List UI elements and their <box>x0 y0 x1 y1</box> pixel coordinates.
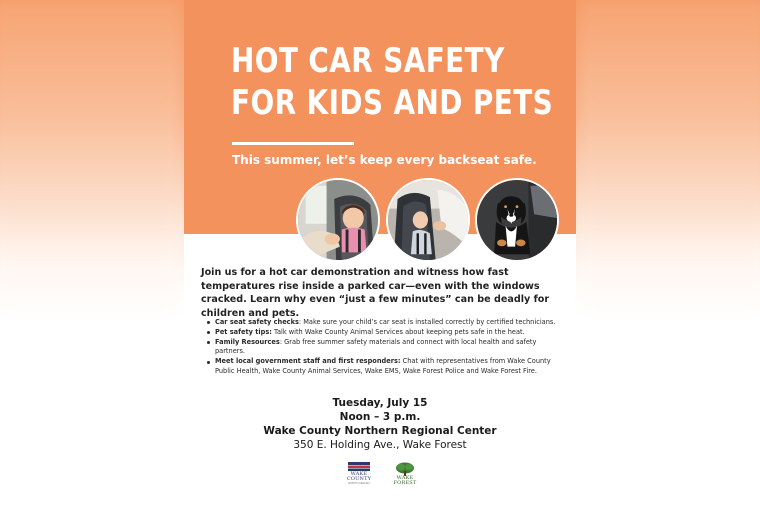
child-car-seat-photo-image <box>298 180 378 260</box>
event-venue: Wake County Northern Regional Center <box>263 425 497 437</box>
list-item-text: : Grab free summer safety materials and connect with local health and safety partners. <box>215 337 537 356</box>
wake-county-logo-line-1: WAKE <box>350 471 368 477</box>
dog-in-car-photo <box>475 178 559 262</box>
list-item-label: Pet safety tips: <box>215 327 272 336</box>
wake-county-logo-line-2: COUNTY <box>346 476 372 482</box>
wake-county-logo-sub: NORTH CAROLINA <box>348 482 370 485</box>
event-time: Noon – 3 p.m. <box>339 411 421 423</box>
child-car-seat-photo <box>296 178 380 262</box>
intro-paragraph: Join us for a hot car demonstration and witness how fast temperatures rise inside a parked car—even with the windows cracked. Learn why even “just a few minutes” can be deadly for children and pets. <box>201 267 550 319</box>
flyer-tagline: This summer, let’s keep every backseat safe. <box>232 153 537 167</box>
list-item <box>206 328 566 337</box>
activities-list <box>206 318 566 376</box>
list-item-label: Meet local government staff and first responders: <box>215 357 401 366</box>
dog-in-car-photo-image <box>477 180 557 260</box>
list-item-text: Chat with representatives from Wake County Public Health, Wake County Animal Services, Wake EMS, Wake Forest Police and Wake Forest Fire. <box>215 357 551 375</box>
wake-forest-logo <box>389 462 421 492</box>
title-divider <box>232 142 354 145</box>
list-item-text: : Make sure your child’s car seat is installed correctly by certified technicians. <box>298 318 556 326</box>
infant-car-seat-photo <box>386 178 470 262</box>
list-item <box>206 318 566 327</box>
flyer-title <box>231 40 554 124</box>
list-item-text: Talk with Wake County Animal Services about keeping pets safe in the heat. <box>271 327 525 336</box>
flyer <box>184 0 576 505</box>
list-item <box>206 357 566 376</box>
flyer-title-line-1: HOT CAR SAFETY <box>231 41 505 81</box>
wake-county-logo <box>344 462 374 492</box>
flyer-title-line-2: FOR KIDS AND PETS <box>231 83 554 123</box>
event-date: Tuesday, July 15 <box>332 397 428 409</box>
blurred-background-right <box>580 0 760 505</box>
list-item <box>206 338 566 357</box>
list-item-label: Family Resources <box>215 337 280 346</box>
wake-forest-logo-line-2: FOREST <box>393 480 417 486</box>
infant-car-seat-photo-image <box>388 180 468 260</box>
tree-icon <box>395 462 415 476</box>
wake-forest-logo-line-1: WAKE <box>396 475 414 481</box>
blurred-background-left <box>0 0 180 505</box>
event-address: 350 E. Holding Ave., Wake Forest <box>293 439 467 451</box>
list-item-label: Car seat safety checks <box>215 318 299 326</box>
